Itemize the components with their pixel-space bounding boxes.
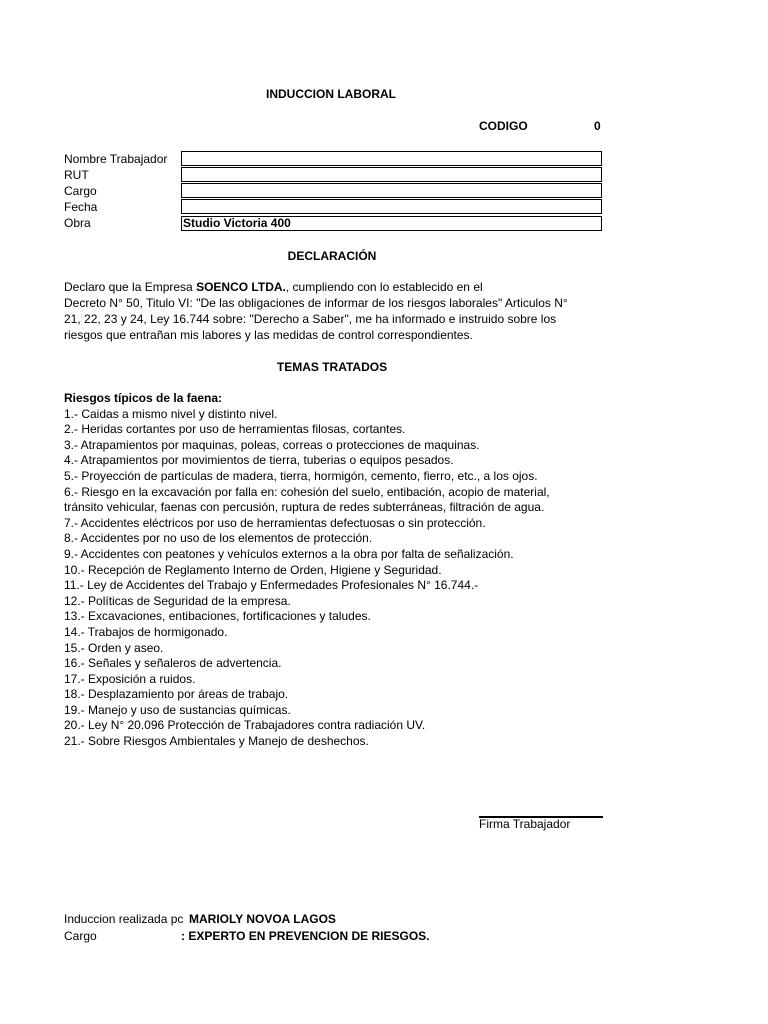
obra-field[interactable]: Studio Victoria 400 — [181, 216, 602, 231]
declaracion-line3: 21, 22, 23 y 24, Ley 16.744 sobre: "Derecho a Saber", me ha informado e instruido sobre los — [64, 312, 557, 326]
list-item: 7.- Accidentes eléctricos por uso de herramientas defectuosas o sin protección. — [64, 515, 486, 530]
list-item: 2.- Heridas cortantes por uso de herramientas filosas, cortantes. — [64, 422, 406, 437]
temas-heading: TEMAS TRATADOS — [276, 360, 388, 374]
nombre-field[interactable] — [181, 151, 602, 166]
codigo-label: CODIGO — [479, 119, 528, 133]
rut-label: RUT — [64, 168, 89, 182]
list-item: 16.- Señales y señaleros de advertencia. — [64, 656, 282, 671]
obra-label: Obra — [64, 216, 91, 230]
list-item: 5.- Proyección de partículas de madera, tierra, hormigón, cemento, fierro, etc., a los ojos. — [64, 468, 538, 483]
list-item: 18.- Desplazamiento por áreas de trabajo. — [64, 687, 289, 702]
cargo-label: Cargo — [64, 184, 97, 198]
declaracion-line4: riesgos que entrañan mis labores y las medidas de control correspondientes. — [64, 328, 473, 342]
list-item: 15.- Orden y aseo. — [64, 640, 164, 655]
list-item: 12.- Políticas de Seguridad de la empresa. — [64, 593, 291, 608]
company-name: SOENCO LTDA. — [196, 280, 286, 294]
nombre-label: Nombre Trabajador — [64, 152, 168, 166]
firma-label: Firma Trabajador — [479, 817, 571, 831]
declaracion-intro: Declaro que la Empresa — [64, 280, 197, 294]
codigo-value: 0 — [594, 119, 601, 133]
declaracion-heading: DECLARACIÓN — [287, 249, 377, 263]
realizada-label: Induccion realizada pc — [64, 912, 184, 926]
list-item: 4.- Atrapamientos por movimientos de tierra, tuberias o equipos pesados. — [64, 453, 454, 468]
list-item: 19.- Manejo y uso de sustancias químicas. — [64, 702, 291, 717]
list-item: 1.- Caidas a mismo nivel y distinto nivel. — [64, 406, 278, 421]
list-item: 10.- Recepción de Reglamento Interno de Orden, Higiene y Seguridad. — [64, 562, 442, 577]
list-item: 21.- Sobre Riesgos Ambientales y Manejo de deshechos. — [64, 734, 369, 749]
footer-cargo-label: Cargo — [64, 929, 97, 943]
fecha-label: Fecha — [64, 200, 98, 214]
list-item: 11.- Ley de Accidentes del Trabajo y Enfermedades Profesionales N° 16.744.- — [64, 578, 479, 593]
list-item: 13.- Excavaciones, entibaciones, fortificaciones y taludes. — [64, 609, 371, 624]
document-title: INDUCCION LABORAL — [266, 87, 396, 101]
list-item: 17.- Exposición a ruidos. — [64, 671, 196, 686]
temas-subheading: Riesgos típicos de la faena: — [64, 391, 223, 405]
list-item: 9.- Accidentes con peatones y vehículos externos a la obra por falta de señalización. — [64, 546, 514, 561]
declaracion-line1-rest: , cumpliendo con lo establecido en el — [285, 280, 483, 294]
list-item: 8.- Accidentes por no uso de los elementos de protección. — [64, 531, 373, 546]
realizada-value: MARIOLY NOVOA LAGOS — [189, 912, 336, 926]
list-item: 20.- Ley N° 20.096 Protección de Trabajadores contra radiación UV. — [64, 718, 426, 733]
declaracion-line2: Decreto N° 50, Titulo VI: "De las obligaciones de informar de los riesgos laborales" Articulos N° — [64, 296, 568, 310]
rut-field[interactable] — [181, 167, 602, 182]
list-item: 6.- Riesgo en la excavación por falla en: cohesión del suelo, entibación, acopio de material, — [64, 484, 550, 499]
list-item: 3.- Atrapamientos por maquinas, poleas, correas o protecciones de maquinas. — [64, 437, 480, 452]
list-item: 14.- Trabajos de hormigonado. — [64, 624, 228, 639]
list-item: tránsito vehicular, faenas con percusión, ruptura de redes subterráneas, filtración de agua. — [64, 500, 545, 515]
temas-list — [64, 391, 550, 750]
footer-cargo-value: : EXPERTO EN PREVENCION DE RIESGOS. — [181, 929, 430, 943]
fecha-field[interactable] — [181, 199, 602, 214]
declaracion-paragraph — [64, 279, 624, 343]
cargo-field[interactable] — [181, 183, 602, 198]
